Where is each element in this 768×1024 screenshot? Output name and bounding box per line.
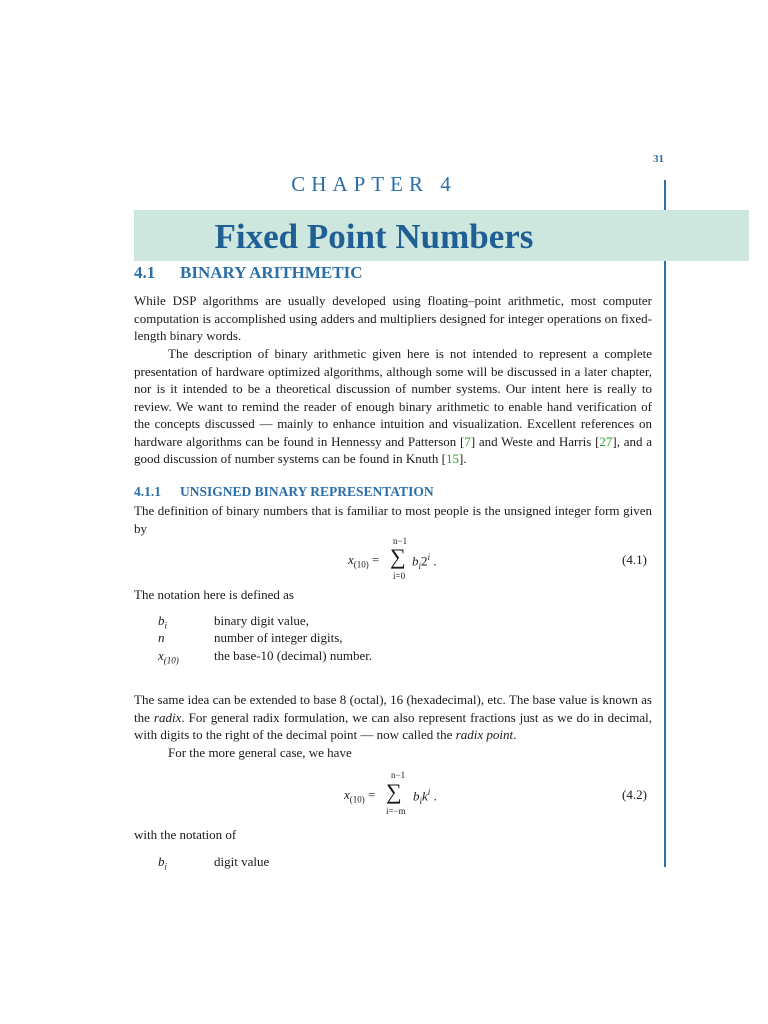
chapter-title: Fixed Point Numbers xyxy=(214,217,534,256)
section-title: BINARY ARITHMETIC xyxy=(180,263,363,282)
paragraph-definition: The definition of binary numbers that is familiar to most people is the unsigned integer form given by xyxy=(134,503,652,536)
equation-label: (4.1) xyxy=(622,552,647,567)
chapter-label: CHAPTER 4 xyxy=(291,172,457,196)
notation-intro: with the notation of xyxy=(134,827,237,842)
citation-link[interactable]: 7 xyxy=(464,433,471,449)
summation-sign: ∑ xyxy=(386,779,402,804)
paragraph-intro: While DSP algorithms are usually developed using floating–point arithmetic, most computer computation is accomplished using adders and multipliers designed for integer operations on fixed-length binary words. xyxy=(134,293,652,343)
equation-label: (4.2) xyxy=(622,787,647,802)
margin-rule xyxy=(664,180,666,867)
summation-sign: ∑ xyxy=(390,544,406,569)
citation-link[interactable]: 27 xyxy=(599,433,613,449)
subsection-title: UNSIGNED BINARY REPRESENTATION xyxy=(180,484,434,499)
paragraph-description: The description of binary arithmetic given here is not intended to represent a complete presentation of hardware optimized algorithms, although some will be discussed in a later chapter, nor is it intended to be a theoretical discussion of number systems. Our intent here is really to review. We want to remind the reader of enough binary arithmetic to enable hand verification of the concepts discussed — mainly to enhance intuition and visualization. Excellent references on hardware algorithms can be found in Hennessy and Patterson [7] and Weste and Harris [27], and a good discussion of number systems can be found in Knuth [15]. xyxy=(134,346,652,466)
paragraph-radix: The same idea can be extended to base 8 (octal), 16 (hexadecimal), etc. The base value is known as the radix. For general radix formulation, we can also represent fractions just as we do in decimal, with digits to the right of the decimal point — now called the radix point. xyxy=(134,692,652,742)
subsection-number: 4.1.1 xyxy=(134,484,161,499)
page-number: 31 xyxy=(653,153,664,165)
section-number: 4.1 xyxy=(134,263,156,282)
notation-intro: The notation here is defined as xyxy=(134,587,294,602)
citation-link[interactable]: 15 xyxy=(445,451,459,466)
paragraph-general-case: For the more general case, we have xyxy=(168,745,352,760)
